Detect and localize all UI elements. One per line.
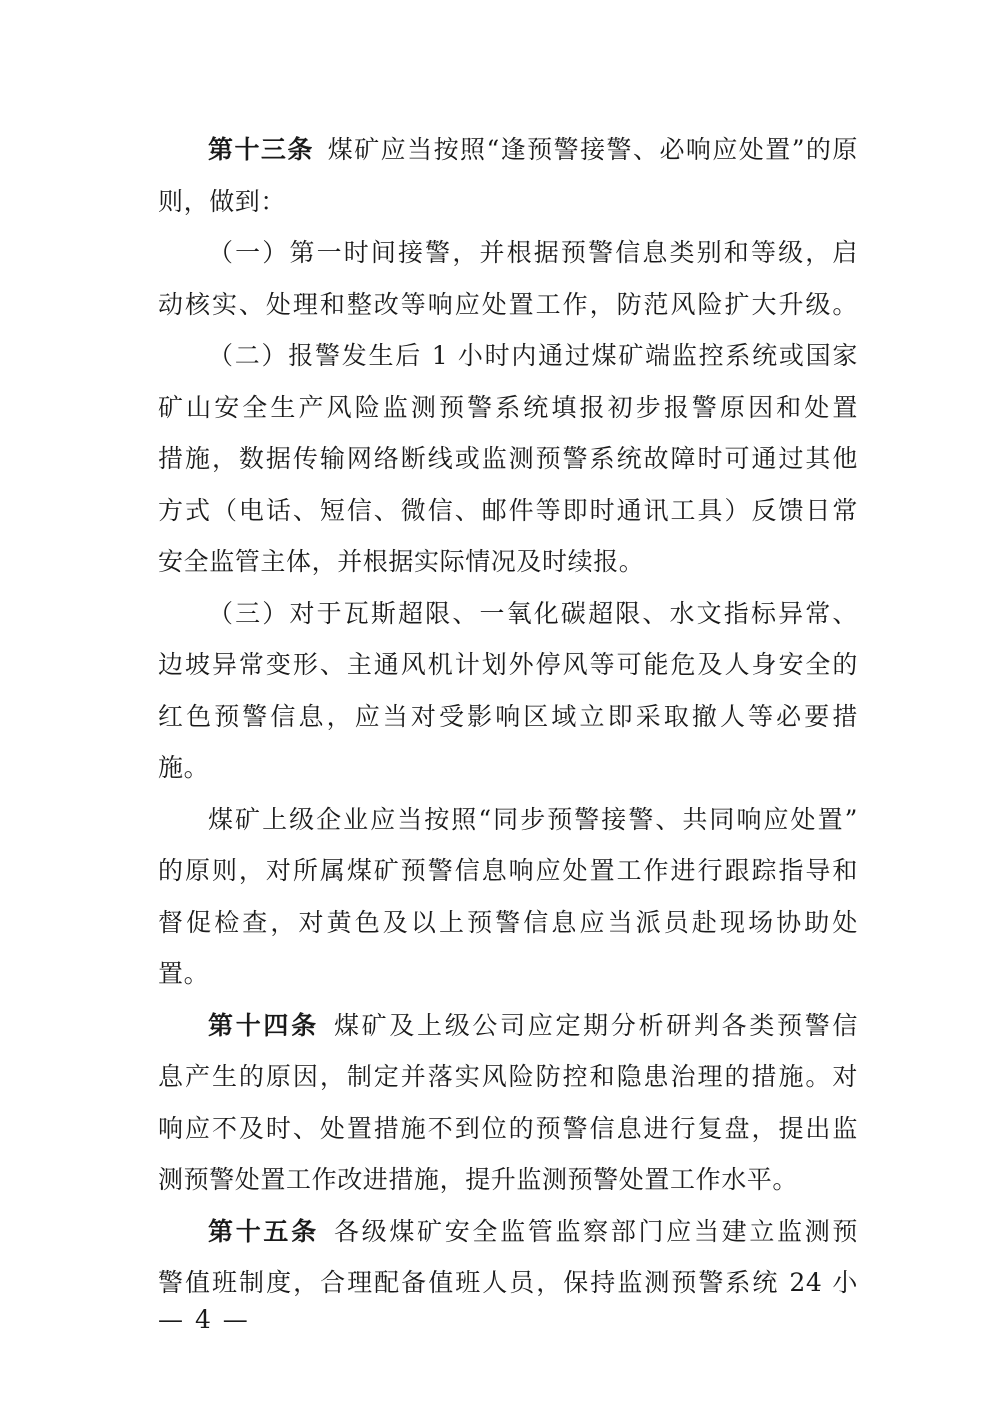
article-14-label: 第十四条: [208, 1010, 319, 1040]
article-15-text: 各级煤矿安全监管监察部门应当建立监测预: [331, 1216, 858, 1246]
page-number: — 4 —: [158, 1305, 250, 1334]
item-3-line-2: 边坡异常变形、主通风机计划外停风等可能危及人身安全的: [158, 650, 858, 679]
item-3-line-1: （三）对于瓦斯超限、一氧化碳超限、水文指标异常、: [208, 598, 858, 628]
item-2-line-1: （二）报警发生后 1 小时内通过煤矿端监控系统或国家: [208, 341, 858, 370]
item-2-line-3: 措施，数据传输网络断线或监测预警系统故障时可通过其他: [158, 444, 858, 473]
superior-line-3: 督促检查，对黄色及以上预警信息应当派员赴现场协助处: [158, 907, 858, 937]
article-13-text: 煤矿应当按照“逢预警接警、必响应处置”的原: [326, 135, 858, 164]
article-14-line-4: 测预警处置工作改进措施，提升监测预警处置工作水平。: [158, 1165, 799, 1194]
article-15-line-2: 警值班制度，合理配备值班人员，保持监测预警系统 24 小: [158, 1268, 858, 1297]
article-14-line-2: 息产生的原因，制定并落实风险防控和隐患治理的措施。对: [158, 1062, 858, 1091]
superior-line-1: 煤矿上级企业应当按照“同步预警接警、共同响应处置”: [208, 804, 858, 834]
item-2-line-2: 矿山安全生产风险监测预警系统填报初步报警原因和处置: [158, 392, 858, 422]
article-14-line-1: [158, 1000, 858, 1052]
article-14-text: 煤矿及上级公司应定期分析研判各类预警信: [331, 1010, 858, 1040]
document-body: [158, 124, 858, 1309]
article-13-line-2: 则，做到：: [158, 186, 287, 216]
item-1-line-2: 动核实、处理和整改等响应处置工作，防范风险扩大升级。: [158, 289, 858, 319]
item-3-line-3: 红色预警信息，应当对受影响区域立即采取撤人等必要措: [158, 701, 858, 731]
article-13-line-1: [158, 124, 858, 176]
superior-line-2: 的原则，对所属煤矿预警信息响应处置工作进行跟踪指导和: [158, 856, 858, 885]
article-15-label: 第十五条: [208, 1216, 319, 1246]
article-15-line-1: [158, 1206, 858, 1258]
superior-line-4: 置。: [158, 959, 210, 988]
article-14-line-3: 响应不及时、处置措施不到位的预警信息进行复盘，提出监: [158, 1113, 858, 1143]
item-2-line-4: 方式（电话、短信、微信、邮件等即时通讯工具）反馈日常: [158, 495, 858, 525]
article-13-label: 第十三条: [208, 135, 314, 164]
item-3-line-4: 施。: [158, 753, 210, 782]
item-1-line-1: （一）第一时间接警，并根据预警信息类别和等级，启: [208, 238, 858, 267]
item-2-line-5: 安全监管主体，并根据实际情况及时续报。: [158, 547, 645, 576]
